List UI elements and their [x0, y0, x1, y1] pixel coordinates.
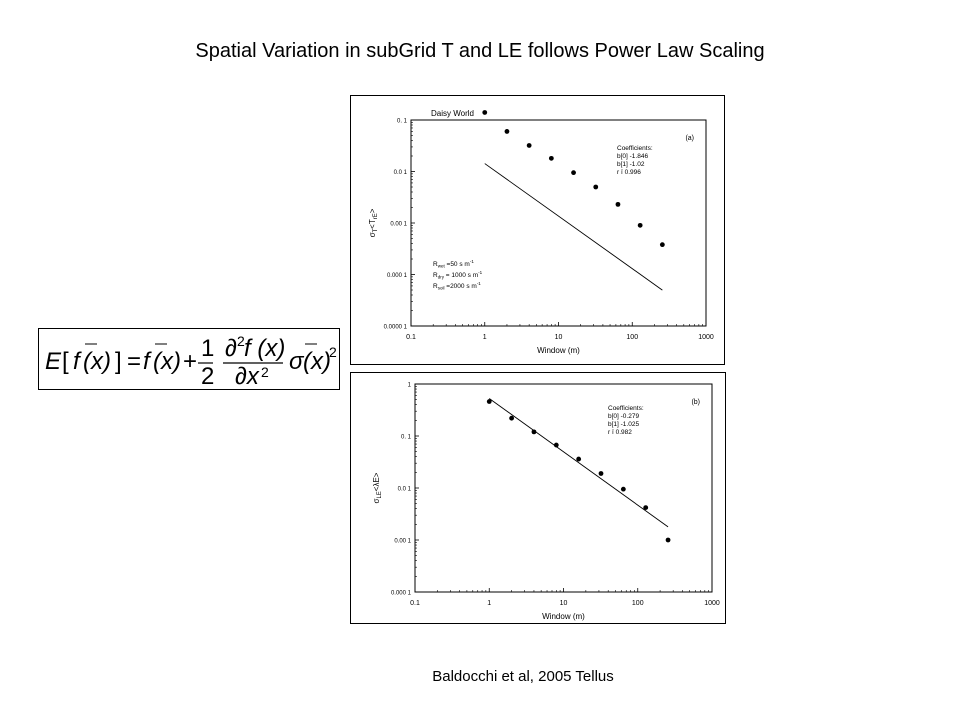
eq-E: E — [45, 348, 62, 375]
chart-a-data-point — [660, 242, 665, 247]
chart-b-data-point — [554, 443, 559, 448]
chart-a-legend-rest: =50 s m — [444, 261, 470, 268]
chart-a-legend-sub: dry — [437, 274, 444, 280]
chart-b-y-tick-label: 0.00 1 — [394, 538, 411, 545]
chart-a-panel-label: (a) — [685, 135, 694, 142]
eq-rbracket: ] — [115, 348, 122, 375]
chart-a-legend-sub: wet — [437, 263, 445, 269]
chart-b-y-label-rest: <λE> — [372, 472, 381, 492]
chart-a-data-point — [616, 202, 621, 207]
chart-a-data-point — [593, 185, 598, 190]
eq-two: 2 — [201, 363, 215, 390]
chart-b-data-point — [509, 416, 514, 421]
chart-panel-b — [350, 372, 726, 624]
chart-a-y-tick-label: 0.00 1 — [390, 221, 407, 228]
chart-b-fit-line — [489, 399, 668, 527]
chart-a-y-tick-label: 0.0 1 — [393, 170, 407, 176]
chart-b-x-axis-label: Window (m) — [542, 612, 585, 621]
chart-b-y-label-sigma: σ — [372, 498, 381, 504]
chart-b-x-tick-label: 10 — [559, 600, 568, 607]
chart-b-data-point — [532, 429, 537, 434]
chart-b-y-axis-label — [372, 472, 383, 503]
chart-a-x-tick-label: 100 — [626, 334, 639, 341]
chart-a-data-point — [571, 170, 576, 175]
chart-b-y-tick-label: 0.0 1 — [397, 486, 411, 493]
eq-f1: f — [73, 348, 80, 375]
chart-panel-a — [350, 95, 725, 365]
chart-b-data-point — [576, 457, 581, 462]
slide-title: Spatial Variation in subGrid T and LE follows Power Law Scaling — [195, 40, 765, 62]
equation-box — [38, 328, 340, 390]
eq-plus: + — [183, 348, 198, 375]
chart-b-data-point — [599, 471, 604, 476]
chart-b-coefficient-line: Coefficients: — [608, 405, 644, 412]
citation: Baldocchi et al, 2005 Tellus — [432, 668, 614, 685]
chart-a-plot-frame — [411, 120, 706, 326]
chart-a-data-point — [482, 110, 487, 115]
chart-a-y-tick-label: 0. 1 — [396, 118, 407, 125]
chart-b-data-point — [621, 487, 626, 492]
eq-sq2: 2 — [261, 364, 269, 380]
chart-a-x-tick-label: 1000 — [698, 334, 714, 341]
chart-b-svg — [351, 373, 727, 625]
chart-a-legend-sub: soil — [437, 285, 445, 291]
chart-a-legend-main: R — [433, 261, 438, 268]
chart-b-y-tick-label: 0.000 1 — [390, 590, 411, 597]
chart-b-coefficient-line: r ï 0.982 — [608, 429, 632, 436]
eq-x1: (x) — [83, 348, 111, 375]
chart-b-y-label-sub: LE — [377, 491, 383, 499]
chart-a-coefficient-line: Coefficients: — [617, 145, 653, 152]
eq-dx: ∂x — [235, 363, 259, 390]
chart-b-panel-label: (b) — [691, 399, 700, 406]
eq-fx: f (x) — [244, 335, 286, 362]
taylor-expansion-equation — [39, 329, 341, 391]
eq-partial: ∂ — [225, 335, 237, 362]
chart-a-title: Daisy World — [431, 109, 474, 118]
chart-a-legend-sup: -1 — [469, 259, 474, 264]
chart-a-legend-entry — [433, 259, 474, 269]
chart-b-plot-frame — [415, 384, 712, 592]
eq-lbracket: [ — [62, 348, 69, 375]
eq-equals: = — [127, 348, 142, 375]
chart-a-legend-sup: -1 — [476, 281, 481, 286]
chart-a-y-tick-label: 0.0000 1 — [383, 324, 407, 331]
chart-b-data-point — [666, 538, 671, 543]
chart-a-legend-main: R — [433, 283, 438, 290]
chart-b-x-tick-label: 1000 — [704, 600, 720, 607]
chart-a-legend-entry — [433, 281, 481, 291]
chart-a-data-point — [638, 223, 643, 228]
eq-sq1: 2 — [237, 333, 245, 349]
eq-x3: (x) — [303, 348, 331, 375]
chart-a-x-tick-label: 0.1 — [406, 334, 416, 341]
chart-a-x-tick-label: 1 — [482, 334, 487, 341]
chart-a-y-axis-label — [368, 208, 379, 237]
chart-a-y-label-sigma: σ — [368, 232, 377, 238]
chart-a-svg — [351, 96, 726, 366]
chart-b-x-tick-label: 0.1 — [410, 600, 420, 607]
chart-a-coefficient-line: r ï 0.996 — [617, 169, 641, 176]
chart-b-x-tick-label: 100 — [631, 600, 644, 607]
chart-a-coefficient-line: b[0] -1.846 — [617, 153, 649, 160]
eq-sigma: σ — [289, 348, 304, 375]
chart-a-coefficient-line: b[1] -1.02 — [617, 161, 645, 168]
chart-a-legend-rest: =2000 s m — [444, 283, 477, 290]
chart-b-coefficient-line: b[1] -1.025 — [608, 421, 640, 428]
eq-f2: f — [143, 348, 150, 375]
chart-a-y-tick-label: 0.000 1 — [386, 273, 407, 279]
chart-a-legend-rest: = 1000 s m — [443, 272, 479, 279]
chart-a-y-label-sub: T — [373, 228, 379, 233]
chart-b-data-point — [643, 505, 648, 510]
chart-a-legend-main: R — [433, 272, 438, 279]
chart-b-coefficient-line: b[0] -0.279 — [608, 413, 640, 420]
chart-b-data-point — [487, 399, 492, 404]
chart-a-legend-entry — [433, 270, 483, 280]
chart-a-data-point — [505, 129, 510, 134]
chart-a-y-label-rest: <T — [368, 219, 377, 229]
chart-b-x-tick-label: 1 — [487, 600, 492, 607]
chart-a-y-label-rest-sub: rE — [373, 213, 379, 220]
eq-x2: (x) — [153, 348, 181, 375]
chart-a-legend-sup: -1 — [478, 270, 483, 275]
chart-a-data-point — [549, 156, 554, 161]
eq-one: 1 — [201, 335, 215, 362]
chart-b-y-tick-label: 1 — [407, 382, 411, 389]
chart-a-data-point — [527, 143, 532, 148]
eq-sq3: 2 — [329, 344, 337, 360]
chart-a-x-tick-label: 10 — [554, 334, 563, 341]
chart-a-y-label-close: > — [368, 208, 377, 214]
chart-a-x-axis-label: Window (m) — [537, 346, 580, 355]
chart-a-fit-line — [485, 164, 663, 291]
chart-b-y-tick-label: 0. 1 — [400, 434, 411, 441]
